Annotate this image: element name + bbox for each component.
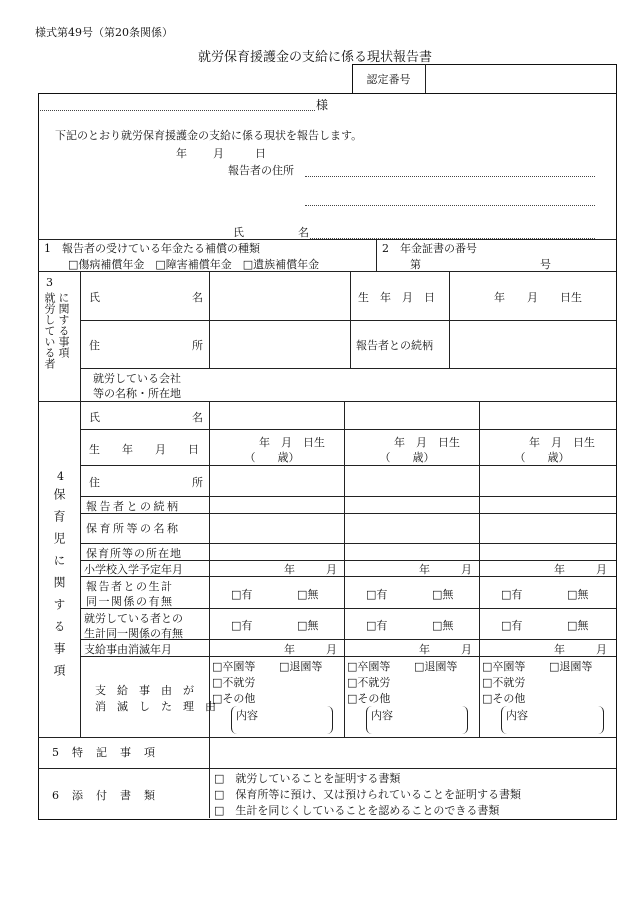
sec6-item-1[interactable]: □ 就労していることを証明する書類: [214, 772, 401, 785]
sec3-company-label-1: 就労している会社: [93, 372, 181, 385]
child3-reason-not-working[interactable]: □不就労: [482, 676, 526, 689]
sec4-addr-a: 住: [89, 476, 100, 489]
child1-school-month: 月: [326, 563, 337, 576]
sec4-relation-label: 報告者との続柄: [86, 500, 181, 513]
child2-name-input[interactable]: [345, 402, 478, 428]
cert-number-label: 認定番号: [366, 73, 411, 86]
sec3-vertical-label-1: 就労している者: [43, 292, 56, 369]
date-month: 月: [213, 147, 224, 160]
child1-reason-graduated[interactable]: □卒園等: [212, 660, 256, 673]
sec3-name-a: 氏: [89, 291, 100, 304]
child1-reason-withdrawn[interactable]: □退園等: [279, 660, 323, 673]
sec3-birth-value[interactable]: 年 月 日生: [494, 291, 582, 304]
child2-reason-not-working[interactable]: □不就労: [347, 676, 391, 689]
child2-end-year: 年: [419, 643, 430, 656]
sec1-options[interactable]: □傷病補償年金 □障害補償年金 □遺族補償年金: [68, 258, 320, 271]
sec4-school-entry-label: 小学校入学予定年月: [84, 563, 183, 576]
child2-worker-no[interactable]: □無: [432, 619, 454, 632]
child3-birth-line1[interactable]: 年 月 日生: [529, 436, 595, 449]
cert-number-input[interactable]: [426, 65, 614, 93]
child3-same-yes[interactable]: □有: [501, 588, 523, 601]
sec4-nursery-addr-label: 保育所等の所在地: [86, 547, 182, 560]
child2-school-year: 年: [419, 563, 430, 576]
child3-end-month: 月: [596, 643, 607, 656]
child3-end-year: 年: [554, 643, 565, 656]
sec3-vertical-label-2: に関する事項: [57, 292, 70, 358]
child3-birth-line2: （ 歳）: [514, 451, 570, 464]
sec4-birth-label: 生 年 月 日: [89, 443, 199, 456]
sec3-name-input[interactable]: [210, 272, 349, 319]
child2-content-label: 内容: [371, 709, 393, 722]
sec4-same-household-label-1: 報告者との生計: [86, 580, 174, 593]
sec6-item-2[interactable]: □ 保育所等に預け、又は預けられていることを証明する書類: [214, 788, 521, 801]
child1-reason-other[interactable]: □その他: [212, 692, 256, 705]
child2-birth-line2: （ 歳）: [379, 451, 435, 464]
child1-birth-line2: （ 歳）: [244, 451, 300, 464]
child2-school-month: 月: [461, 563, 472, 576]
sec3-relation-label: 報告者との続柄: [356, 339, 433, 352]
sec3-address-input[interactable]: [210, 321, 349, 367]
sec6-item-3[interactable]: □ 生計を同じくしていることを認めることのできる書類: [214, 804, 500, 817]
child2-reason-withdrawn[interactable]: □退園等: [414, 660, 458, 673]
sec4-end-month-label: 支給事由消滅年月: [84, 643, 172, 656]
form-number: 様式第49号（第20条関係）: [35, 26, 173, 39]
intro-text: 下記のとおり就労保育援護金の支給に係る現状を報告します。: [55, 129, 363, 142]
date-year: 年: [176, 147, 187, 160]
certificate-number-input[interactable]: [425, 255, 535, 270]
page-title: 就労保育援護金の支給に係る現状報告書: [197, 50, 432, 65]
child1-school-year: 年: [284, 563, 295, 576]
reporter-address-input[interactable]: [305, 160, 595, 176]
child3-school-month: 月: [596, 563, 607, 576]
child2-same-yes[interactable]: □有: [366, 588, 388, 601]
reporter-name-mei: 名: [298, 226, 309, 239]
sec3-company-input[interactable]: [210, 369, 614, 400]
sec3-relation-input[interactable]: [450, 321, 614, 367]
child1-worker-yes[interactable]: □有: [231, 619, 253, 632]
child1-worker-no[interactable]: □無: [297, 619, 319, 632]
sec4-number: 4: [57, 470, 64, 483]
sec5-label: 5 特 記 事 項: [52, 746, 156, 759]
child3-content-label: 内容: [506, 709, 528, 722]
sec4-addr-b: 所: [192, 476, 203, 489]
child3-reason-other[interactable]: □その他: [482, 692, 526, 705]
child3-worker-no[interactable]: □無: [567, 619, 589, 632]
sec2-go: 号: [540, 258, 551, 271]
child3-same-no[interactable]: □無: [567, 588, 589, 601]
reporter-name-input[interactable]: [310, 222, 595, 238]
child1-same-yes[interactable]: □有: [231, 588, 253, 601]
addressee-input[interactable]: [40, 95, 315, 110]
sec2-dai: 第: [410, 258, 421, 271]
child3-worker-yes[interactable]: □有: [501, 619, 523, 632]
sec4-vertical-label: 保育児に関する事項: [52, 488, 66, 686]
sec2-label: 2 年金証書の番号: [382, 242, 477, 255]
addressee-suffix: 様: [316, 98, 329, 112]
sec3-company-label-2: 等の名称・所在地: [93, 387, 181, 400]
sec3-addr-a: 住: [89, 339, 100, 352]
child1-content-label: 内容: [236, 709, 258, 722]
sec4-same-household-label-2: 同一関係の有無: [86, 595, 174, 608]
reporter-name-shi: 氏: [233, 226, 244, 239]
sec4-worker-household-label-2: 生計同一関係の有無: [84, 627, 183, 640]
sec4-reason-label-1: 支 給 事 由 が: [95, 684, 194, 697]
sec6-label: 6 添 付 書 類: [52, 789, 156, 802]
reporter-address-label: 報告者の住所: [228, 164, 294, 177]
sec3-name-b: 名: [192, 291, 203, 304]
child2-reason-other[interactable]: □その他: [347, 692, 391, 705]
child1-name-input[interactable]: [210, 402, 343, 428]
child1-same-no[interactable]: □無: [297, 588, 319, 601]
sec4-reason-label-2: 消 滅 し た 理 由: [95, 700, 216, 713]
child1-end-month: 月: [326, 643, 337, 656]
child2-end-month: 月: [461, 643, 472, 656]
child2-worker-yes[interactable]: □有: [366, 619, 388, 632]
child2-birth-line1[interactable]: 年 月 日生: [394, 436, 460, 449]
sec4-nursery-name-label: 保育所等の名称: [86, 522, 181, 535]
sec4-worker-household-label-1: 就労している者との: [84, 612, 183, 625]
sec4-name-a: 氏: [89, 411, 100, 424]
sec3-birth-label: 生 年 月 日: [358, 291, 435, 304]
sec4-name-b: 名: [192, 411, 203, 424]
date-day: 日: [255, 147, 266, 160]
child3-name-input[interactable]: [480, 402, 614, 428]
child3-reason-withdrawn[interactable]: □退園等: [549, 660, 593, 673]
child1-end-year: 年: [284, 643, 295, 656]
special-notes-input[interactable]: [210, 738, 614, 767]
child3-school-year: 年: [554, 563, 565, 576]
child1-reason-not-working[interactable]: □不就労: [212, 676, 256, 689]
sec1-label: 1 報告者の受けている年金たる補償の種類: [44, 242, 260, 255]
sec3-number: 3: [46, 276, 53, 289]
child1-birth-line1[interactable]: 年 月 日生: [259, 436, 325, 449]
child2-reason-graduated[interactable]: □卒園等: [347, 660, 391, 673]
child3-reason-graduated[interactable]: □卒園等: [482, 660, 526, 673]
sec3-addr-b: 所: [192, 339, 203, 352]
child2-same-no[interactable]: □無: [432, 588, 454, 601]
